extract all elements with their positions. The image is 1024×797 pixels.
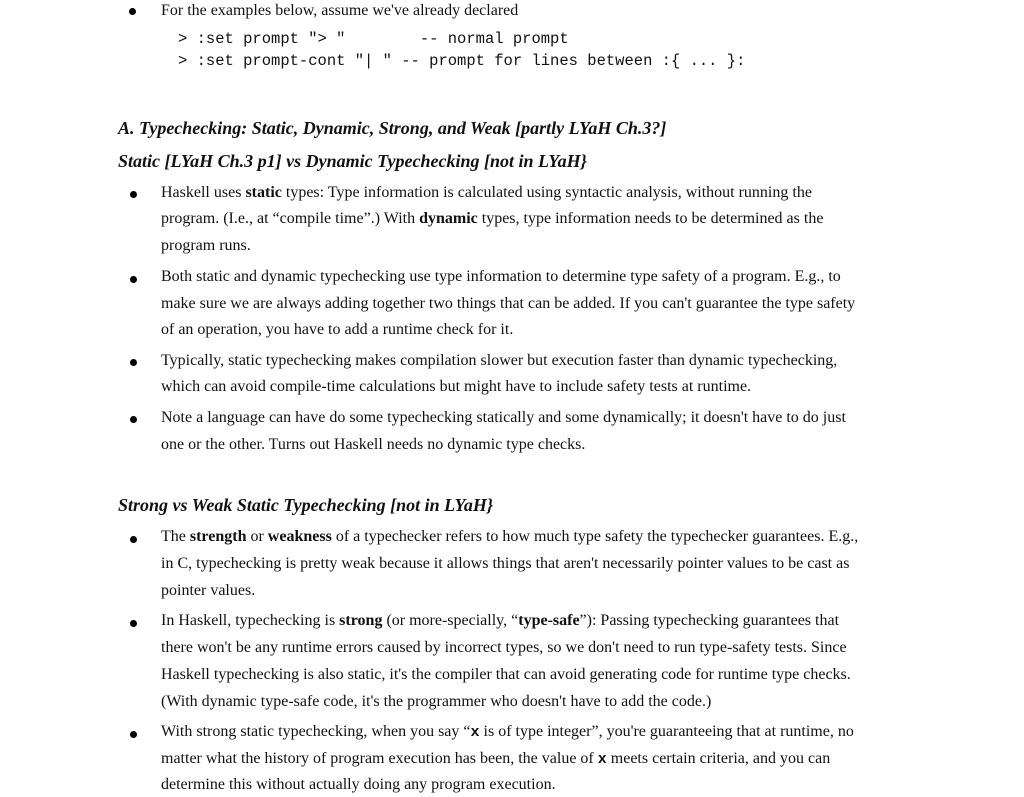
code-line-2: > :set prompt-cont "| " -- prompt for lines between :{ ... }: bbox=[178, 52, 746, 70]
code-x: x bbox=[597, 751, 607, 768]
a4-line-1: Note a language can have do some typechecking statically and some dynamically; it doesn't have to do just bbox=[161, 409, 846, 426]
type-safe-term: type-safe bbox=[518, 612, 580, 629]
code-line-1: > :set prompt "> " -- normal prompt bbox=[178, 30, 569, 48]
strength-term: strength bbox=[189, 528, 247, 545]
strong-term: strong bbox=[339, 612, 383, 629]
s2-line-4: (With dynamic type-safe code, it's the programmer who doesn't have to add the code.) bbox=[161, 693, 712, 710]
a2-line-1: Both static and dynamic typechecking use type information to determine type safety of a program. E.g., to bbox=[161, 268, 841, 285]
bullet-a4 bbox=[130, 416, 137, 423]
s2-text: (or more-specially, “ bbox=[382, 612, 519, 629]
a1-text: types, type information needs to be determined as the bbox=[477, 210, 824, 227]
intro-text: For the examples below, assume we've already declared bbox=[161, 2, 519, 19]
s2-text: In Haskell, typechecking is bbox=[161, 612, 340, 629]
section-a-title: A. Typechecking: Static, Dynamic, Strong, and Weak [partly LYaH Ch.3?] bbox=[118, 118, 667, 138]
a1-text: types: Type information is calculated using syntactic analysis, without running the bbox=[281, 184, 812, 201]
a2-line-2: make sure we are always adding together two things that can be added. If you can't guarantee the type safety bbox=[161, 295, 856, 312]
bullet-s3 bbox=[130, 731, 137, 738]
a1-line-1 bbox=[161, 183, 812, 203]
s2-line-1 bbox=[161, 611, 839, 631]
s3-text: matter what the history of program execution has been, the value of bbox=[161, 750, 598, 767]
bullet-a3 bbox=[130, 359, 137, 366]
section-strong-title: Strong vs Weak Static Typechecking [not in LYaH} bbox=[118, 495, 494, 515]
s3-line-1 bbox=[161, 722, 854, 743]
static-term: static bbox=[245, 184, 282, 201]
a1-line-3: program runs. bbox=[161, 237, 251, 254]
bullet-s2 bbox=[130, 620, 137, 627]
a3-line-2: which can avoid compile-time calculations but might have to include safety tests at runtime. bbox=[161, 378, 752, 395]
s1-line-1 bbox=[161, 527, 858, 547]
a2-line-3: of an operation, you have to add a runtime check for it. bbox=[161, 321, 514, 338]
s3-line-2 bbox=[161, 749, 830, 770]
bullet-a2 bbox=[130, 276, 137, 283]
bullet-s1 bbox=[130, 536, 137, 543]
s1-text: The bbox=[161, 528, 190, 545]
s1-line-3: pointer values. bbox=[161, 582, 256, 599]
s1-text: of a typechecker refers to how much type safety the typechecker guarantees. E.g., bbox=[331, 528, 859, 545]
bullet-intro bbox=[129, 8, 136, 15]
dynamic-term: dynamic bbox=[419, 210, 478, 227]
s2-line-2: there won't be any runtime errors caused by incorrect types, so we don't need to run type-safety tests. Since bbox=[161, 639, 847, 656]
section-a-subtitle: Static [LYaH Ch.3 p1] vs Dynamic Typechecking [not in LYaH} bbox=[118, 151, 587, 171]
s3-text: With strong static typechecking, when you say “ bbox=[161, 723, 471, 740]
a1-text: Haskell uses bbox=[161, 184, 246, 201]
code-x: x bbox=[470, 724, 480, 741]
a4-line-2: one or the other. Turns out Haskell needs no dynamic type checks. bbox=[161, 436, 586, 453]
weakness-term: weakness bbox=[267, 528, 332, 545]
a1-line-2 bbox=[161, 209, 823, 229]
s2-line-3: Haskell typechecking is also static, it's the compiler that can avoid generating code for runtime type checks. bbox=[161, 666, 851, 683]
s2-text: ”): Passing typechecking guarantees that bbox=[579, 612, 840, 629]
bullet-a1 bbox=[130, 191, 137, 198]
a3-line-1: Typically, static typechecking makes compilation slower but execution faster than dynamic typechecking, bbox=[161, 352, 838, 369]
s3-line-3: determine this without actually doing any program execution. bbox=[161, 776, 556, 793]
s3-text: is of type integer”, you're guaranteeing that at runtime, no bbox=[479, 723, 854, 740]
s3-text: meets certain criteria, and you can bbox=[606, 750, 831, 767]
a1-text: program. (I.e., at “compile time”.) With bbox=[161, 210, 420, 227]
s1-line-2: in C, typechecking is pretty weak because it allows things that aren't necessarily pointer values to be cast as bbox=[161, 555, 850, 572]
s1-text: or bbox=[246, 528, 268, 545]
